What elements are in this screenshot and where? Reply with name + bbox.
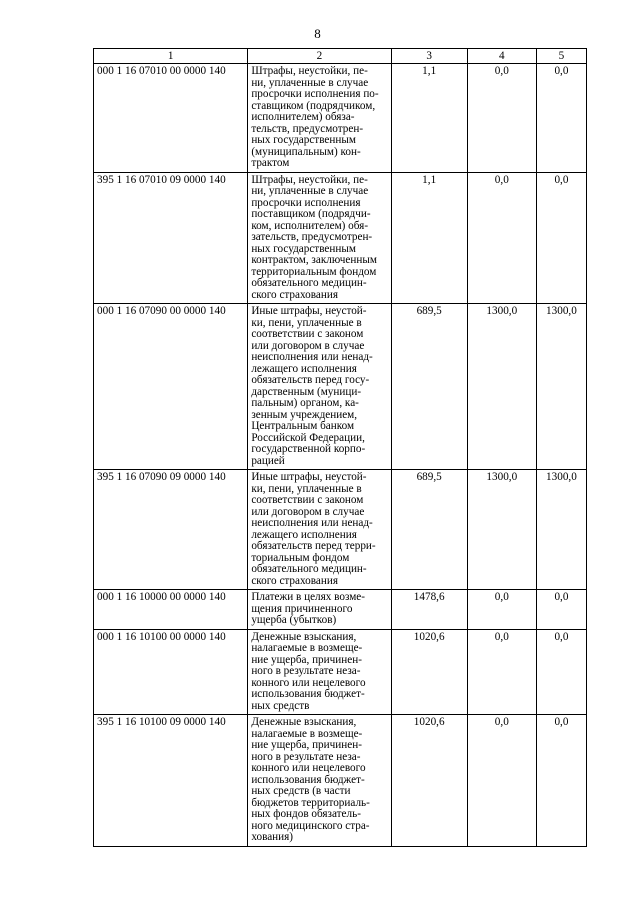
income-name-line: государственной корпо-	[251, 443, 366, 455]
income-name-line: обязательств перед госу-	[251, 374, 370, 386]
income-name-line: ущерба (убытков)	[251, 614, 337, 626]
table-header-row	[94, 49, 587, 64]
amount-col-4-cell: 0,0	[467, 64, 536, 173]
income-name-line: зенным учреждением,	[251, 408, 358, 421]
income-name-line: (муниципальным) кон-	[251, 145, 361, 158]
amount-col-5-cell: 1300,0	[536, 470, 586, 590]
income-name-line: ных государственным	[251, 134, 356, 146]
income-name-line: хования)	[251, 831, 294, 843]
income-name-line: Платежи в целях возме-	[251, 591, 366, 603]
income-name-line: дарственным (муници-	[251, 385, 362, 398]
budget-code-cell: 395 1 16 07010 09 0000 140	[94, 172, 248, 304]
income-name-line: ского страхования	[251, 288, 338, 301]
amount-col-3-cell: 689,5	[391, 470, 467, 590]
income-name-line: ного медицинского стра-	[251, 819, 370, 832]
income-name-line: ком, исполнителем) обя-	[251, 219, 369, 232]
income-name-line: исполнителем) обяза-	[251, 111, 355, 123]
income-name-line: щения причиненного	[251, 602, 353, 615]
income-name-line: тельств, предусмотрен-	[251, 122, 364, 135]
income-name-line: соответствии с законом	[251, 494, 364, 506]
income-name-line: бюджетов территориаль-	[251, 796, 370, 809]
income-name-line: ных государственным	[251, 242, 356, 255]
income-name-line: контрактом, заключенным	[251, 254, 377, 266]
income-name-cell	[248, 172, 391, 304]
income-name-line: ных средств (в части	[251, 785, 351, 797]
income-name-line: зательств, предусмотрен-	[251, 231, 373, 243]
income-name-line: просрочки исполнения по-	[251, 88, 379, 100]
column-header-1: 1	[94, 49, 248, 64]
amount-col-4-cell: 0,0	[467, 715, 536, 847]
table-row	[94, 64, 587, 173]
budget-code-cell: 395 1 16 07090 09 0000 140	[94, 470, 248, 590]
income-name-line: ние ущерба, причинен-	[251, 739, 362, 751]
income-name-line: рацией	[251, 454, 285, 467]
income-name-line: просрочки исполнения	[251, 196, 361, 209]
table-row	[94, 304, 587, 470]
income-name-line: использования бюджет-	[251, 688, 365, 700]
amount-col-5-cell: 0,0	[536, 64, 586, 173]
income-name-line: Денежные взыскания,	[251, 716, 357, 728]
amount-col-5-cell: 0,0	[536, 590, 586, 630]
income-name-cell	[248, 629, 391, 715]
income-name-line: ского страхования	[251, 574, 338, 587]
income-name-line: налагаемые в возмеще-	[251, 642, 363, 654]
income-name-line: пальным) органом, ка-	[251, 397, 359, 409]
income-name-cell	[248, 304, 391, 470]
amount-col-4-cell: 0,0	[467, 629, 536, 715]
table-row	[94, 629, 587, 715]
income-name-line: или договором в случае	[251, 505, 365, 518]
income-name-line: конного или нецелевого	[251, 762, 366, 774]
income-name-line: неисполнения или ненад-	[251, 517, 373, 529]
budget-code-cell: 000 1 16 07090 00 0000 140	[94, 304, 248, 470]
budget-table	[93, 48, 587, 847]
income-name-cell	[248, 470, 391, 590]
income-name-line: ного в результате неза-	[251, 750, 361, 763]
income-name-line: ки, пени, уплаченные в	[251, 316, 362, 329]
income-name-line: Центральным банком	[251, 420, 355, 432]
table-row	[94, 715, 587, 847]
income-name-line: Иные штрафы, неустой-	[251, 305, 367, 317]
column-header-4: 4	[467, 49, 536, 64]
table-row	[94, 172, 587, 304]
table-row	[94, 470, 587, 590]
amount-col-3-cell: 1,1	[391, 64, 467, 173]
income-name-line: лежащего исполнения	[251, 528, 357, 541]
income-name-line: ного в результате неза-	[251, 665, 361, 677]
income-name-cell	[248, 715, 391, 847]
income-name-cell	[248, 590, 391, 630]
amount-col-5-cell: 0,0	[536, 715, 586, 847]
amount-col-4-cell: 0,0	[467, 590, 536, 630]
income-name-line: ни, уплаченные в случае	[251, 185, 369, 197]
budget-code-cell: 395 1 16 10100 09 0000 140	[94, 715, 248, 847]
budget-code-cell: 000 1 16 10100 00 0000 140	[94, 629, 248, 715]
income-name-line: ных фондов обязатель-	[251, 808, 361, 820]
income-name-line: ние ущерба, причинен-	[251, 653, 362, 666]
income-name-line: Штрафы, неустойки, пе-	[251, 173, 368, 186]
amount-col-3-cell: 1478,6	[391, 590, 467, 630]
budget-code-cell: 000 1 16 10000 00 0000 140	[94, 590, 248, 630]
income-name-line: или договором в случае	[251, 339, 365, 352]
amount-col-5-cell: 0,0	[536, 629, 586, 715]
income-name-line: конного или нецелевого	[251, 676, 366, 689]
amount-col-5-cell: 1300,0	[536, 304, 586, 470]
column-header-3: 3	[391, 49, 467, 64]
income-name-line: обязательного медицин-	[251, 277, 367, 289]
income-name-line: ториальным фондом	[251, 551, 350, 564]
income-name-line: обязательного медицин-	[251, 563, 367, 575]
income-name-line: территориальным фондом	[251, 265, 377, 278]
table-row	[94, 590, 587, 630]
income-name-line: использования бюджет-	[251, 773, 365, 786]
page-number: 8	[314, 26, 321, 41]
income-name-line: обязательств перед терри-	[251, 540, 376, 552]
budget-code-cell: 000 1 16 07010 00 0000 140	[94, 64, 248, 173]
income-name-line: ставщиком (подрядчиком,	[251, 99, 376, 112]
amount-col-3-cell: 1020,6	[391, 715, 467, 847]
column-header-2: 2	[248, 49, 391, 64]
amount-col-4-cell: 1300,0	[467, 304, 536, 470]
income-name-line: соответствии с законом	[251, 328, 364, 340]
income-name-line: неисполнения или ненад-	[251, 351, 373, 363]
amount-col-3-cell: 1,1	[391, 172, 467, 304]
amount-col-5-cell: 0,0	[536, 172, 586, 304]
income-name-line: ни, уплаченные в случае	[251, 76, 369, 89]
income-name-line: Денежные взыскания,	[251, 630, 357, 643]
column-header-5: 5	[536, 49, 586, 64]
amount-col-3-cell: 689,5	[391, 304, 467, 470]
income-name-line: Иные штрафы, неустой-	[251, 471, 367, 483]
income-name-line: ных средств	[251, 699, 310, 712]
income-name-cell	[248, 64, 391, 173]
income-name-line: лежащего исполнения	[251, 362, 357, 375]
amount-col-4-cell: 1300,0	[467, 470, 536, 590]
income-name-line: ки, пени, уплаченные в	[251, 482, 362, 495]
amount-col-3-cell: 1020,6	[391, 629, 467, 715]
income-name-line: Российской Федерации,	[251, 431, 365, 444]
income-name-line: Штрафы, неустойки, пе-	[251, 65, 368, 77]
income-name-line: поставщиком (подрядчи-	[251, 208, 371, 220]
income-name-line: налагаемые в возмеще-	[251, 727, 363, 740]
amount-col-4-cell: 0,0	[467, 172, 536, 304]
table-body	[94, 64, 587, 847]
income-name-line: трактом	[251, 157, 290, 169]
